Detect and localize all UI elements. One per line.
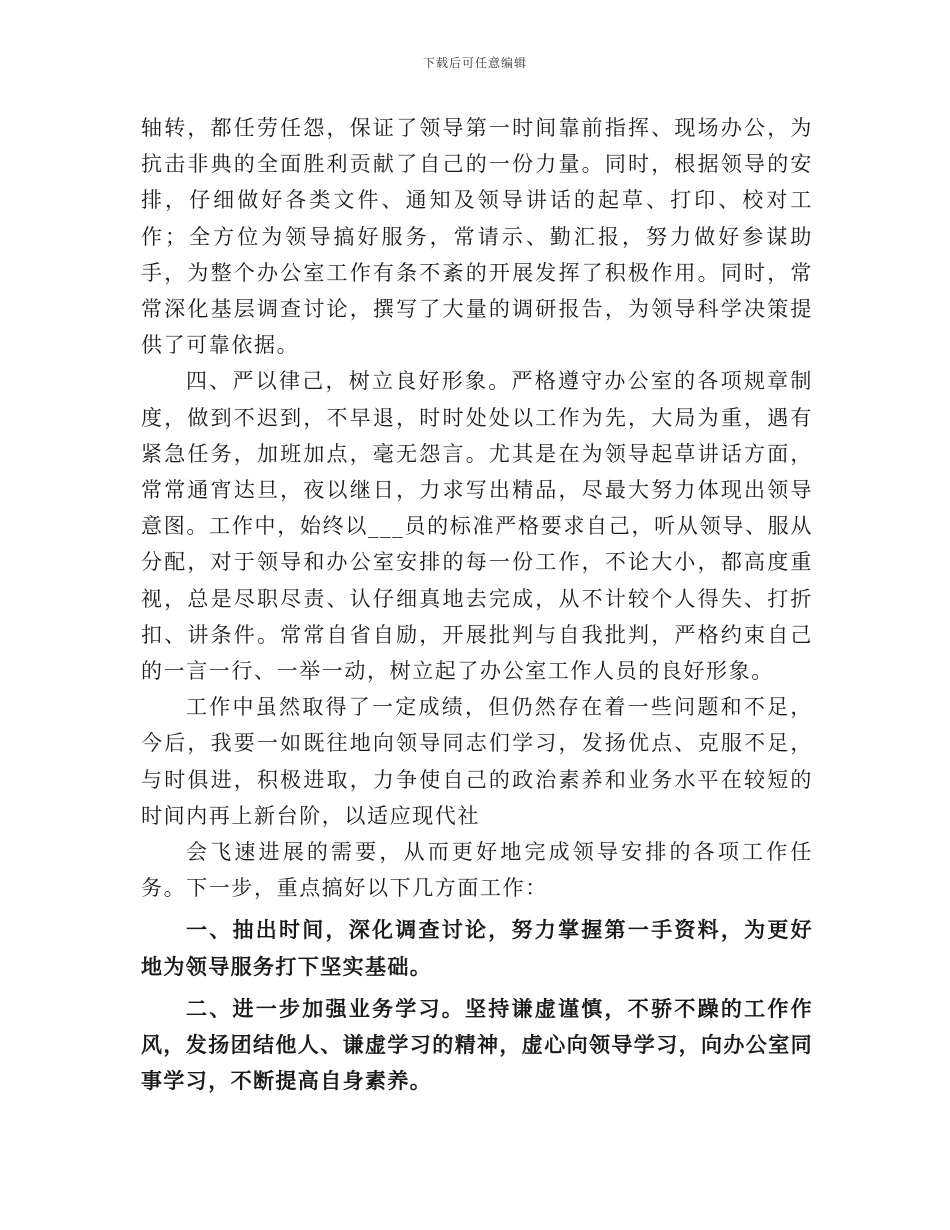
paragraph-continued: 轴转，都任劳任怨，保证了领导第一时间靠前指挥、现场办公，为抗击非典的全面胜利贡献了自己的一份力量。同时，根据领导的安排，仔细做好各类文件、通知及领导讲话的起草、打印、校对工作；全方位为领导搞好服务，常请示、勤汇报，努力做好参谋助手，为整个办公室工作有条不紊的开展发挥了积极作用。同时，常常深化基层调查讨论，撰写了大量的调研报告，为领导科学决策提供了可靠依据。 [141,116,813,358]
paragraph-plan-two: 二、进一步加强业务学习。坚持谦虚谨慎，不骄不躁的工作作风，发扬团结他人、谦虚学习的精神，虚心向领导学习，向办公室同事学习，不断提高自身素养。 [141,995,813,1094]
paragraph-plan-one: 一、抽出时间，深化调查讨论，努力掌握第一手资料，为更好地为领导服务打下坚实基础。 [141,917,813,979]
document-body [141,110,813,1099]
paragraph-next-steps: 会飞速进展的需要，从而更好地完成领导安排的各项工作任务。下一步，重点搞好以下几方面工作： [141,840,813,901]
page-header-note: 下载后可任意编辑 [422,56,527,70]
paragraph-section-four: 四、严以律己，树立良好形象。严格遵守办公室的各项规章制度，做到不迟到，不早退，时时处处以工作为先，大局为重，遇有紧急任务，加班加点，毫无怨言。尤其是在为领导起草讲话方面，常常通宵达旦，夜以继日，力求写出精品，尽最大努力体现出领导意图。工作中，始终以___员的标准严格要求自己，听从领导、服从分配，对于领导和办公室安排的每一份工作，不论大小，都高度重视，总是尽职尽责、认仔细真地去完成，从不计较个人得失、打折扣、讲条件。常常自省自励，开展批判与自我批判，严格约束自己的一言一行、一举一动，树立起了办公室工作人员的良好形象。 [141,369,813,684]
paragraph-summary: 工作中虽然取得了一定成绩，但仍然存在着一些问题和不足，今后，我要一如既往地向领导同志们学习，发扬优点、克服不足，与时俱进，积极进取，力争使自己的政治素养和业务水平在较短的时间内再上新台阶，以适应现代社 [141,695,813,828]
